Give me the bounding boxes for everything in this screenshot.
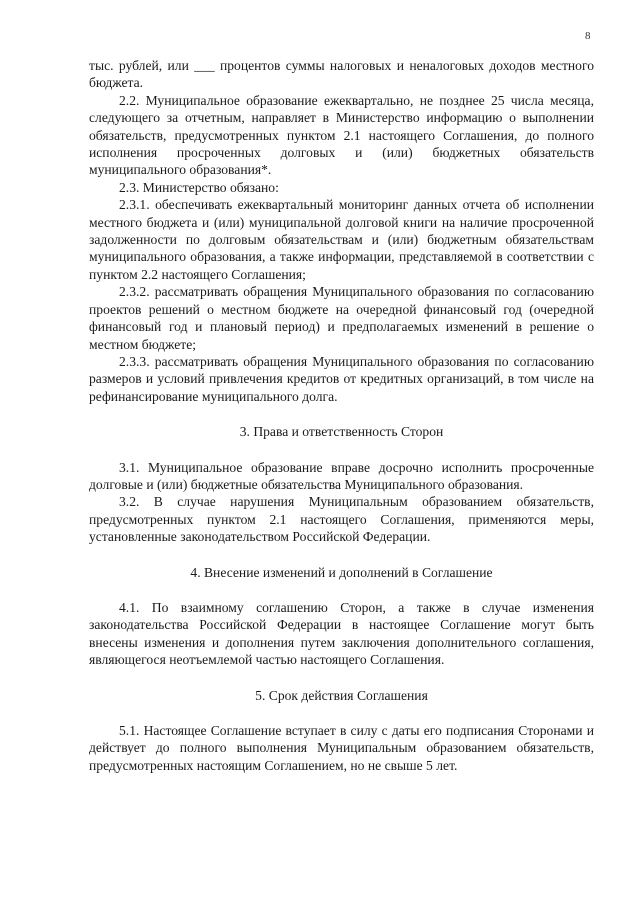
paragraph-4-1: 4.1. По взаимному соглашению Сторон, а также в случае изменения законодательства Российской Федерации в настоящее Соглашение могут быть внесены изменения и дополнения путем заключения дополнительного соглашения, являющегося неотъемлемой частью настоящего Соглашения.	[89, 599, 594, 668]
paragraph-2-3-2: 2.3.2. рассматривать обращения Муниципального образования по согласованию проектов решений о местном бюджете на очередной финансовый год (очередной финансовый год и плановый период) и предполагаемых изменений в решение о местном бюджете;	[89, 284, 594, 352]
paragraph-2-3: 2.3. Министерство обязано:	[119, 179, 279, 195]
section-heading-4: 4. Внесение изменений и дополнений в Соглашение	[190, 564, 493, 580]
section-heading-5: 5. Срок действия Соглашения	[255, 687, 428, 703]
paragraph-2-3-3: 2.3.3. рассматривать обращения Муниципального образования по согласованию размеров и условий привлечения кредитов от кредитных организаций, в том числе на рефинансирование муниципального долга.	[89, 353, 594, 404]
page-number: 8	[585, 30, 591, 42]
paragraph-3-2: 3.2. В случае нарушения Муниципальным образованием обязательств, предусмотренных пунктом 2.1 настоящего Соглашения, применяются меры, установленные законодательством Российской Федерации.	[89, 494, 594, 545]
paragraph-3-1: 3.1. Муниципальное образование вправе досрочно исполнить просроченные долговые и (или) бюджетные обязательства Муниципального образования.	[89, 459, 594, 492]
document-body	[89, 57, 594, 774]
paragraph-budget-continuation: тыс. рублей, или ___ процентов суммы налоговых и неналоговых доходов местного бюджета.	[89, 58, 594, 91]
paragraph-2-2: 2.2. Муниципальное образование ежеквартально, не позднее 25 числа месяца, следующего за отчетным, направляет в Министерство информацию о выполнении обязательств, предусмотренных пунктом 2.1 настоящего Соглашения, до полного исполнения просроченных долговых и (или) бюджетных обязательств муниципального образования*.	[89, 92, 594, 178]
section-heading-3: 3. Права и ответственность Сторон	[239, 424, 444, 440]
paragraph-5-1: 5.1. Настоящее Соглашение вступает в силу с даты его подписания Сторонами и действует до полного выполнения Муниципальным образованием обязательств, предусмотренных настоящим Соглашением, но не свыше 5 лет.	[89, 723, 594, 773]
paragraph-2-3-1: 2.3.1. обеспечивать ежеквартальный мониторинг данных отчета об исполнении местного бюджета и (или) муниципальной долговой книги на наличие просроченной задолженности по долговым обязательствам и (или) бюджетным обязательствам муниципального образования, а также информации, представляемой в соответствии с пунктом 2.2 настоящего Соглашения;	[89, 197, 594, 282]
